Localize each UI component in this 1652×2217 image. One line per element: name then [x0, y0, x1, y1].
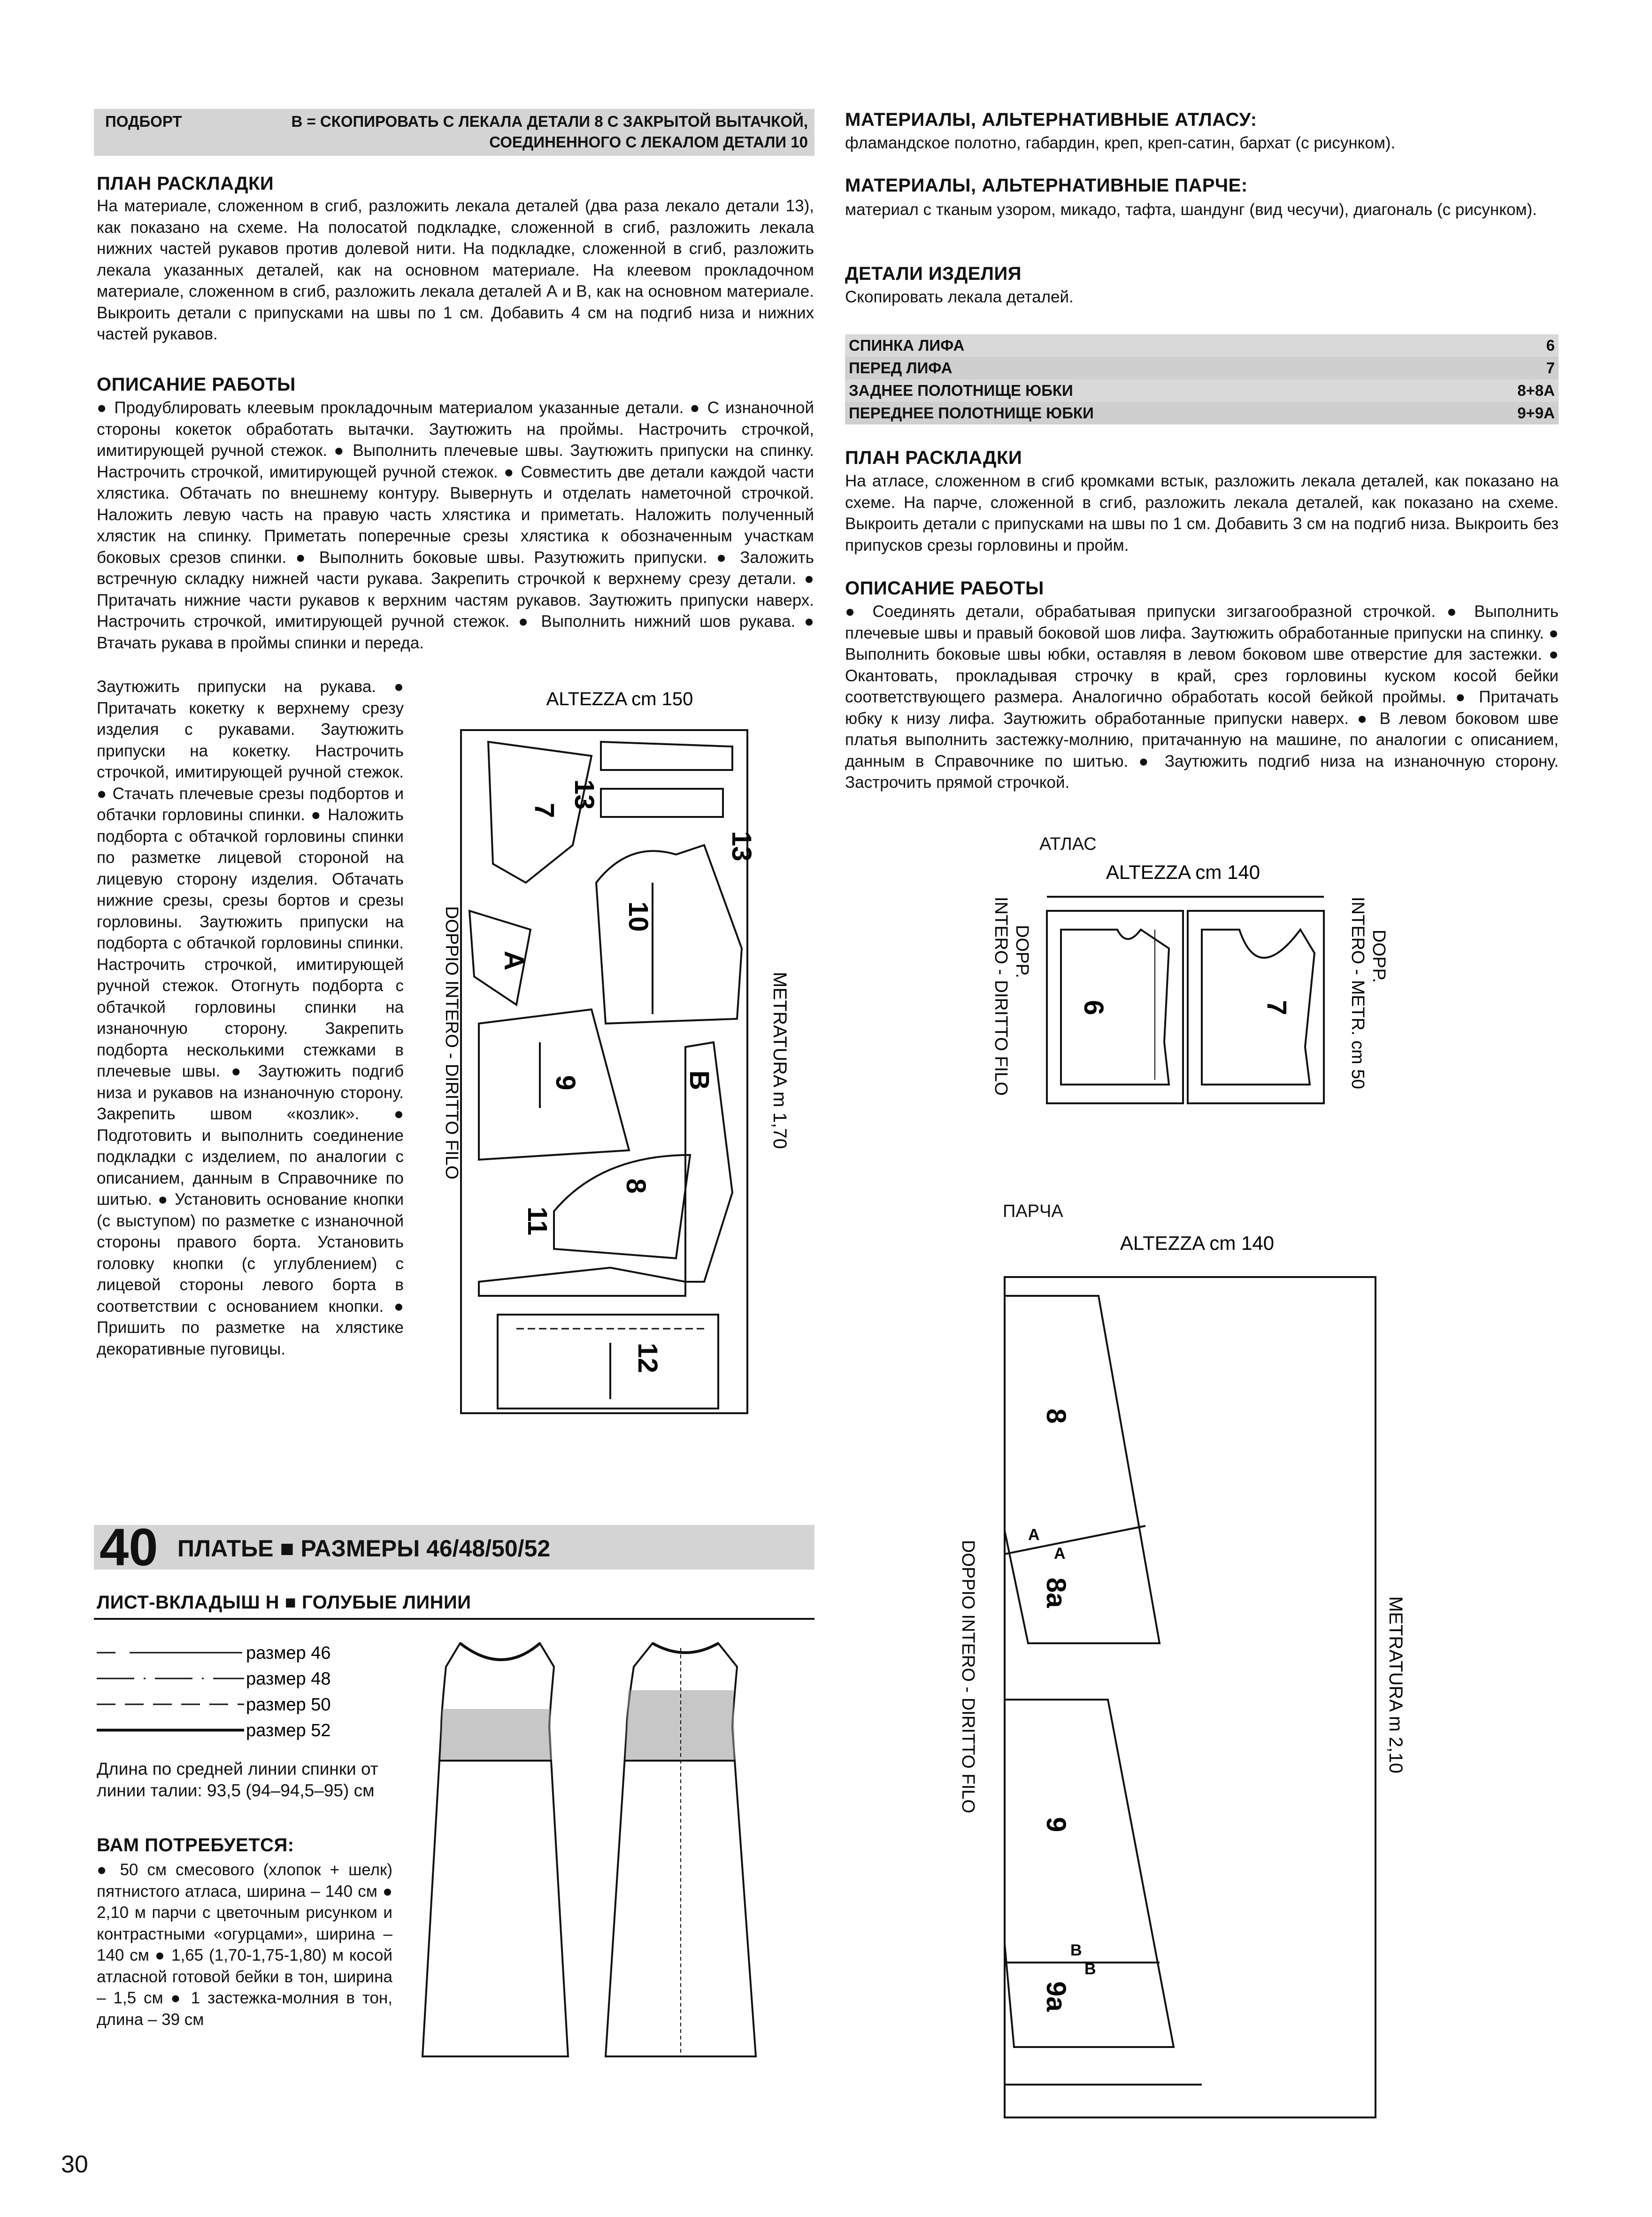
model-subtitle-rule [94, 1618, 814, 1620]
layout1-piece-7: 7 [529, 803, 560, 818]
plan-text-right: На атласе, сложенном в сгиб кромками встык, разложить лекала деталей, как показано на схеме. На парче, сложенной в сгиб, разложить лекала деталей, как показано на схеме. Выкроить детали с припусками на швы по 1 см. Добавить 3 см на подгиб низа. Выкроить без припусков срезы горловины и пройм. [845, 472, 1559, 554]
model-length-text: Длина по средней линии спинки от линии талии: 93,5 (94–94,5–95) см [97, 1759, 378, 1800]
size-52: размер 52 [246, 1721, 331, 1740]
parcha-layout-diagram [953, 1230, 1422, 2150]
layout-diagram-1 [442, 685, 817, 1432]
parcha-mark-A2: A [1054, 1545, 1066, 1563]
layout1-piece-9: 9 [550, 1075, 581, 1091]
atlas-vertical-right: INTERO - METR. cm 50 [1348, 897, 1368, 1089]
need-text: ● 50 см смесового (хлопок + шелк) пятнистого атласа, ширина – 140 см ● 2,10 м парчи с цветочным рисунком и контрастными «огурцами», ширина – 140 см ● 1,65 (1,70-1,75-1,80) м косой атласной готовой бейки в тон, ширина – 1,5 см ● 1 застежка-молния в тон, длина – 39 см [97, 1861, 392, 2029]
work-text-left: ● Продублировать клеевым прокладочным материалом указанные детали. ● С изнаночной стороны кокеток обработать вытачки. Заутюжить на проймы. Настрочить строчкой, имитирующей ручной стежок. ● Выполнить плечевые швы. Заутюжить припуски на спинку. Настрочить строчкой, имитирующей ручной стежок. ● Совместить две детали каждой части хлястика. Обтачать по внешнему контуру. Вывернуть и отделать наметочной строчкой. Наложить левую часть на правую часть хлястика и приметать. Наложить полученный хлястик на спинку. Приметать поперечные срезы хлястика к обозначенным участкам боковых срезов спинки. ● Выполнить боковые швы. Разутюжить припуски. ● Заложить встречную складку нижней части рукава. Закрепить строчкой к верхнему срезу детали. ● Притачать нижние части рукавов к верхним частям рукавов. Заутюжить припуски наверх. Настрочить строчкой, имитирующей ручной стежок. ● Выполнить нижний шов рукава. ● Втачать рукава в проймы спинки и переда. [97, 399, 814, 652]
parcha-piece-9a: 9a [1041, 1981, 1071, 2012]
parcha-piece-8: 8 [1041, 1409, 1071, 1424]
layout1-doppio: DOPPIO INTERO - DIRITTO FILO [442, 906, 461, 1180]
work-title-right: ОПИСАНИЕ РАБОТЫ [845, 578, 1044, 599]
plan-title-right: ПЛАН РАСКЛАДКИ [845, 447, 1022, 468]
layout1-piece-13a: 13 [569, 779, 599, 810]
layout1-metratura: METRATURA m 1,70 [769, 972, 790, 1149]
details-row: СПИНКА ЛИФА 6 [845, 334, 1559, 357]
size-50: размер 50 [246, 1695, 331, 1715]
atlas-vertical-left: INTERO - DIRITTO FILO [991, 897, 1011, 1096]
podbort-label: ПОДБОРТ [105, 113, 182, 130]
layout1-altezza: ALTEZZA cm 150 [546, 689, 693, 709]
work-text-right: ● Соединять детали, обрабатывая припуски зигзагообразной строчкой. ● Выполнить плечевые швы и правый боковой шов лифа. Заутюжить обработанные припуски на спинку. ● Выполнить боковые швы юбки, оставляя в левом боковом шве отверстие для застежки. ● Окантовать, прокладывая строчку в край, срез горловины куском косой бейки соответствующего размера. Аналогично обработать косой бейкой проймы. ● Притачать юбку к низу лифа. Заутюжить обработанные припуски наверх. ● В левом боковом шве платья выполнить застежку-молнию, притачанную на машине, по аналогии с описанием, данным в Справочнике по шитью. ● Заутюжить подгиб низа на изнаночную сторону. Застрочить прямой строчкой. [845, 602, 1559, 792]
details-row: ПЕРЕДНЕЕ ПОЛОТНИЩЕ ЮБКИ 9+9А [845, 402, 1559, 424]
alt-atlas-title: МАТЕРИАЛЫ, АЛЬТЕРНАТИВНЫЕ АТЛАСУ: [845, 109, 1257, 130]
podbort-text-2: СОЕДИНЕННОГО С ЛЕКАЛОМ ДЕТАЛИ 10 [489, 133, 808, 151]
alt-parcha-text: материал с тканым узором, микадо, тафта, шандунг (вид чесучи), диагональ (с рисунком). [845, 200, 1537, 219]
alt-parcha-title: МАТЕРИАЛЫ, АЛЬТЕРНАТИВНЫЕ ПАРЧЕ: [845, 175, 1248, 196]
parcha-label: ПАРЧА [1003, 1201, 1063, 1221]
podbort-band [94, 109, 814, 156]
parcha-mark-B2: B [1084, 1960, 1096, 1978]
layout1-piece-B: B [684, 1070, 715, 1090]
details-text: Скопировать лекала деталей. [845, 288, 1074, 306]
atlas-altezza: ALTEZZA cm 140 [1106, 861, 1260, 883]
parcha-metratura: METRATURA m 2,10 [1385, 1596, 1406, 1774]
parcha-piece-8a: 8a [1041, 1578, 1071, 1608]
layout1-piece-8: 8 [621, 1178, 651, 1194]
parcha-mark-B1: B [1070, 1941, 1082, 1959]
dress-sketch [413, 1634, 817, 2085]
page-number: 30 [61, 2151, 88, 2178]
layout1-piece-10: 10 [623, 901, 653, 932]
details-table [845, 334, 1559, 424]
parcha-doppio: DOPPIO INTERO - DIRITTO FILO [958, 1540, 978, 1814]
podbort-text-1: В = СКОПИРОВАТЬ С ЛЕКАЛА ДЕТАЛИ 8 С ЗАКРЫТОЙ ВЫТАЧКОЙ, [291, 113, 808, 130]
atlas-vertical-right-2: DOPP. [1369, 930, 1389, 983]
work-text-left-column: Заутюжить припуски на рукава. ● Притачать кокетку к верхнему срезу изделия с рукавами. Заутюжить припуски на кокетку. Настрочить строчкой, имитирующей ручной стежок. ● Стачать плечевые срезы подбортов и обтачки горловины спинки. ● Наложить подборта с обтачкой горловины спинки по разметке лицевой стороной на лицевую сторону изделия. Обтачать нижние срезы, срезы бортов и срезы горловины. Заутюжить припуски на подборта с обтачкой горловины спинки. Настрочить строчкой, имитирующей ручной стежок. Отогнуть подборта с обтачкой горловины спинки на изнаночную сторону. Закрепить подборта несколькими стежками в плечевые швы. ● Заутюжить подгиб низа и рукавов на изнаночную сторону. Закрепить швом «козлик». ● Подготовить и выполнить соединение подкладки с изделием, по аналогии с описанием, данным в Справочнике по шитью. ● Установить основание кнопки (с выступом) по разметке с изнаночной стороны правого борта. Установить головку кнопки (с углублением) с лицевой стороны левого борта в соответствии с основанием кнопки. ● Пришить по разметке на хлястике декоративные пуговицы. [97, 677, 404, 1358]
layout1-piece-11: 11 [522, 1207, 553, 1236]
model-title: ПЛАТЬЕ ■ РАЗМЕРЫ 46/48/50/52 [177, 1535, 551, 1562]
need-title: ВАМ ПОТРЕБУЕТСЯ: [97, 1835, 294, 1855]
atlas-layout-diagram [976, 859, 1399, 1136]
atlas-piece-7: 7 [1261, 1000, 1292, 1016]
layout1-piece-12: 12 [632, 1343, 663, 1373]
details-row: ЗАДНЕЕ ПОЛОТНИЩЕ ЮБКИ 8+8А [845, 379, 1559, 402]
layout1-piece-13b: 13 [726, 831, 757, 862]
size-legend [94, 1639, 357, 1747]
atlas-piece-6: 6 [1078, 1000, 1109, 1016]
plan-text-left: На материале, сложенном в сгиб, разложить лекала деталей (два раза лекало детали 13), как показано на схеме. На полосатой подкладке, сложенной в сгиб, разложить лекала нижних частей рукавов против долевой нити. На подкладке, сложенной в сгиб, разложить лекала указанных деталей, как на основном материале. На клеевом прокладочном материале, сложенном в сгиб, разложить лекала деталей А и В, как на основном материале. Выкроить детали с припусками на швы по 1 см. Добавить 4 см на подгиб низа и нижних частей рукавов. [97, 197, 814, 343]
parcha-altezza: ALTEZZA cm 140 [1120, 1232, 1275, 1254]
model-number: 40 [100, 1518, 158, 1577]
model-subtitle: ЛИСТ-ВКЛАДЫШ Н ■ ГОЛУБЫЕ ЛИНИИ [97, 1592, 471, 1613]
details-title: ДЕТАЛИ ИЗДЕЛИЯ [845, 263, 1022, 284]
parcha-mark-A1: A [1028, 1526, 1040, 1544]
atlas-vertical-left-2: DOPP. [1012, 925, 1032, 978]
work-title-left: ОПИСАНИЕ РАБОТЫ [97, 374, 296, 395]
parcha-piece-9: 9 [1041, 1817, 1071, 1832]
plan-title-left: ПЛАН РАСКЛАДКИ [97, 173, 274, 194]
layout1-piece-A: A [499, 951, 529, 970]
alt-atlas-text: фламандское полотно, габардин, креп, креп-сатин, бархат (с рисунком). [845, 134, 1396, 152]
size-48: размер 48 [246, 1669, 331, 1689]
atlas-label: АТЛАС [1039, 834, 1097, 854]
size-46: размер 46 [246, 1643, 331, 1663]
details-row: ПЕРЕД ЛИФА 7 [845, 357, 1559, 379]
